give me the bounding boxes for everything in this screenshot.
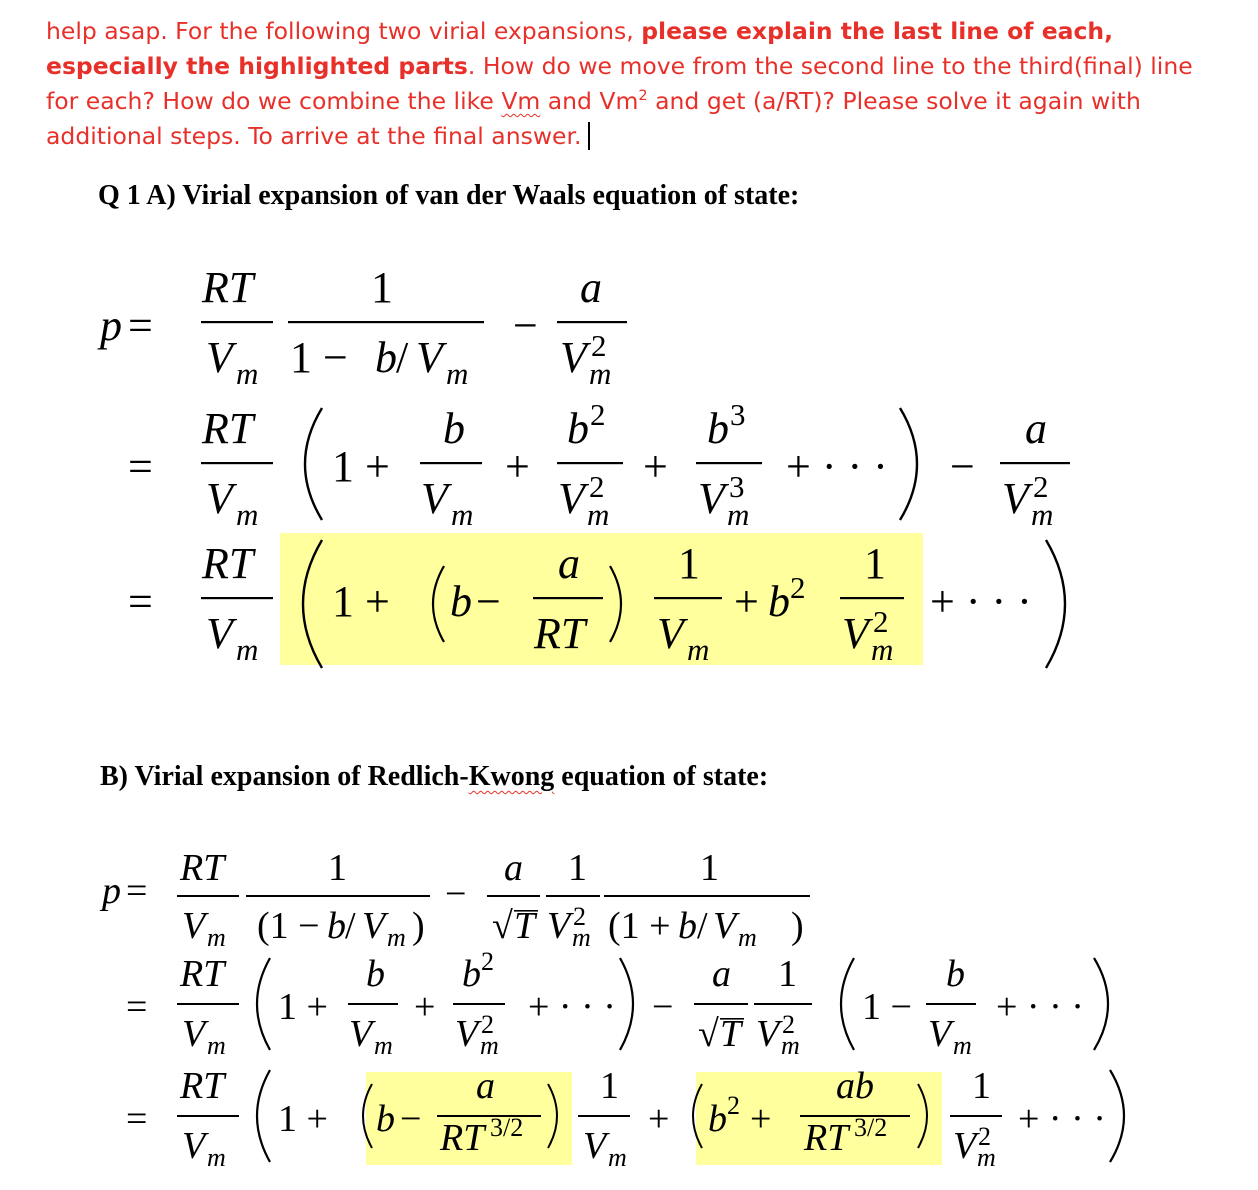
svg-text:V: V [416, 333, 443, 382]
svg-text:=: = [126, 1098, 148, 1140]
svg-text:m: m [589, 356, 612, 391]
svg-text:V: V [558, 474, 585, 523]
svg-text:V: V [362, 905, 386, 947]
svg-text:m: m [687, 632, 710, 667]
svg-text:RT: RT [534, 609, 586, 658]
svg-text:m: m [738, 923, 757, 952]
svg-text:a: a [1025, 404, 1047, 453]
vdw-line1 [97, 263, 627, 391]
svg-text:V: V [1002, 474, 1029, 523]
svg-text:m: m [236, 356, 259, 391]
svg-text:V: V [713, 905, 737, 947]
svg-text:+: + [648, 1098, 670, 1140]
svg-text:m: m [207, 1031, 226, 1060]
svg-text:RT: RT [202, 263, 254, 312]
svg-text:V: V [583, 1125, 607, 1167]
svg-text:/: / [345, 905, 356, 947]
svg-text:1: 1 [972, 1065, 991, 1107]
svg-text:T: T [720, 1013, 742, 1055]
svg-text:b: b [678, 905, 697, 947]
svg-text:a: a [558, 539, 580, 588]
svg-text:m: m [587, 497, 610, 532]
svg-text:V: V [421, 474, 448, 523]
svg-text:=: = [128, 301, 153, 350]
svg-text:RT: RT [440, 1117, 485, 1159]
svg-text:1 +: 1 + [332, 577, 390, 626]
svg-text:V: V [657, 609, 684, 658]
svg-text:RT: RT [180, 953, 225, 995]
svg-text:m: m [207, 923, 226, 952]
svg-text:m: m [236, 632, 259, 667]
question-part3: and Vm [540, 87, 639, 115]
svg-text:a: a [476, 1065, 495, 1107]
svg-text:3: 3 [729, 469, 745, 504]
heading-q2-kwong: Kwong [468, 761, 555, 792]
svg-text:V: V [206, 474, 233, 523]
rk-line1 [99, 847, 810, 952]
svg-text:−: − [400, 1098, 422, 1140]
svg-text:b: b [946, 953, 965, 995]
svg-text:1: 1 [864, 539, 886, 588]
svg-text:+ · · ·: + · · · [1018, 1098, 1106, 1140]
svg-text:=: = [126, 870, 148, 912]
svg-text:2: 2 [573, 902, 586, 931]
svg-text:b: b [707, 404, 729, 453]
svg-text:−: − [476, 577, 501, 626]
svg-text:V: V [349, 1013, 373, 1055]
svg-text:b: b [567, 404, 589, 453]
svg-text:2: 2 [782, 1010, 795, 1039]
svg-text:V: V [182, 1013, 206, 1055]
svg-text:m: m [236, 497, 259, 532]
svg-text:1 −: 1 − [290, 333, 348, 382]
svg-text:V: V [206, 609, 233, 658]
svg-text:+ · · ·: + · · · [528, 986, 616, 1028]
svg-text:ab: ab [836, 1065, 874, 1107]
svg-text:+: + [414, 986, 436, 1028]
svg-text:√: √ [492, 905, 513, 947]
heading-q1: Q 1 A) Virial expansion of van der Waals equation of state: [98, 180, 800, 211]
svg-text:b: b [375, 333, 397, 382]
svg-text:b: b [376, 1098, 395, 1140]
svg-text:m: m [451, 497, 474, 532]
svg-text:a: a [580, 263, 602, 312]
svg-text:b: b [768, 577, 790, 626]
svg-text:+: + [750, 1098, 772, 1140]
svg-text:=: = [128, 577, 153, 626]
svg-text:V: V [182, 1125, 206, 1167]
svg-text:m: m [953, 1031, 972, 1060]
svg-text:3/2: 3/2 [854, 1113, 888, 1142]
svg-text:m: m [781, 1031, 800, 1060]
svg-text:1: 1 [700, 847, 719, 889]
svg-text:T: T [514, 905, 536, 947]
vdw-line2 [128, 397, 1070, 532]
svg-text:+ · · ·: + · · · [930, 577, 1032, 626]
svg-text:3: 3 [730, 397, 746, 432]
svg-text:V: V [842, 609, 869, 658]
svg-text:V: V [206, 333, 233, 382]
svg-text:1 +: 1 + [332, 442, 390, 491]
svg-text:b: b [450, 577, 472, 626]
svg-text:b: b [462, 953, 481, 995]
question-bold: please explain the last line of each, especially the highlighted parts [46, 17, 1114, 80]
svg-text:m: m [480, 1031, 499, 1060]
svg-text:+ · · ·: + · · · [996, 986, 1084, 1028]
svg-text:m: m [977, 1143, 996, 1172]
svg-text:b: b [443, 404, 465, 453]
svg-text:1: 1 [600, 1065, 619, 1107]
svg-text:1 −: 1 − [862, 986, 912, 1028]
svg-text:m: m [446, 356, 469, 391]
rk-line3 [126, 1065, 1124, 1172]
svg-text:p: p [100, 301, 122, 350]
svg-text:m: m [387, 923, 406, 952]
svg-text:V: V [455, 1013, 479, 1055]
svg-text:RT: RT [804, 1117, 849, 1159]
svg-text:): ) [412, 905, 425, 947]
svg-text:=: = [126, 986, 148, 1028]
svg-text:+: + [643, 442, 668, 491]
svg-text:b: b [708, 1098, 727, 1140]
svg-text:√: √ [698, 1013, 719, 1055]
svg-text:3/2: 3/2 [490, 1113, 524, 1142]
svg-text:m: m [608, 1143, 627, 1172]
svg-text:RT: RT [202, 404, 254, 453]
svg-text:2: 2 [481, 1010, 494, 1039]
svg-text:V: V [547, 905, 571, 947]
svg-text:2: 2 [873, 604, 889, 639]
svg-text:V: V [953, 1125, 977, 1167]
svg-text:): ) [791, 905, 804, 947]
svg-text:/: / [396, 333, 409, 382]
svg-text:m: m [374, 1031, 393, 1060]
svg-text:a: a [504, 847, 523, 889]
svg-text:RT: RT [202, 539, 254, 588]
svg-text:−: − [445, 873, 467, 915]
svg-text:+: + [734, 577, 759, 626]
svg-text:1: 1 [328, 847, 347, 889]
svg-text:2: 2 [481, 947, 494, 976]
svg-text:+ · · ·: + · · · [786, 442, 888, 491]
svg-text:2: 2 [1033, 469, 1049, 504]
svg-text:2: 2 [978, 1122, 991, 1151]
svg-text:−: − [652, 986, 674, 1028]
svg-text:1: 1 [678, 539, 700, 588]
svg-text:(1 −: (1 − [257, 905, 320, 947]
svg-text:/: / [697, 905, 708, 947]
svg-text:RT: RT [180, 847, 225, 889]
svg-text:2: 2 [590, 397, 606, 432]
svg-text:p: p [102, 870, 121, 912]
question-part1: help asap. For the following two virial expansions, [46, 17, 642, 45]
svg-text:(1 +: (1 + [608, 905, 671, 947]
svg-text:2: 2 [790, 570, 806, 605]
svg-text:b: b [366, 953, 385, 995]
question-part4: and get (a/RT)? Please solve it again with additional steps. To arrive at the final answer. [46, 87, 1141, 150]
svg-text:b: b [327, 905, 346, 947]
svg-text:2: 2 [727, 1091, 740, 1120]
rk-line2 [126, 947, 1108, 1060]
svg-text:V: V [928, 1013, 952, 1055]
svg-text:m: m [572, 923, 591, 952]
heading-q2-post: equation of state: [554, 761, 769, 792]
svg-text:=: = [128, 442, 153, 491]
svg-text:1: 1 [568, 847, 587, 889]
svg-text:m: m [871, 632, 894, 667]
svg-text:2: 2 [591, 328, 607, 363]
svg-text:1: 1 [371, 263, 393, 312]
svg-text:V: V [560, 333, 587, 382]
svg-text:V: V [698, 474, 725, 523]
question-part2: . How do we move from the second line to the third(final) line for each? How do we combine the like [46, 52, 1193, 115]
question-vm-wavy: Vm [501, 87, 541, 115]
svg-text:V: V [182, 905, 206, 947]
svg-text:−: − [513, 301, 538, 350]
svg-text:2: 2 [589, 469, 605, 504]
svg-text:m: m [1031, 497, 1054, 532]
svg-text:1: 1 [778, 953, 797, 995]
svg-text:V: V [756, 1013, 780, 1055]
svg-text:m: m [207, 1143, 226, 1172]
svg-text:RT: RT [180, 1065, 225, 1107]
svg-text:1 +: 1 + [278, 986, 328, 1028]
svg-text:1 +: 1 + [278, 1098, 328, 1140]
heading-q2-pre: B) Virial expansion of Redlich- [100, 761, 469, 792]
svg-text:a: a [712, 953, 731, 995]
question-sup: 2 [638, 87, 648, 105]
svg-text:−: − [950, 442, 975, 491]
svg-text:+: + [505, 442, 530, 491]
svg-text:m: m [727, 497, 750, 532]
